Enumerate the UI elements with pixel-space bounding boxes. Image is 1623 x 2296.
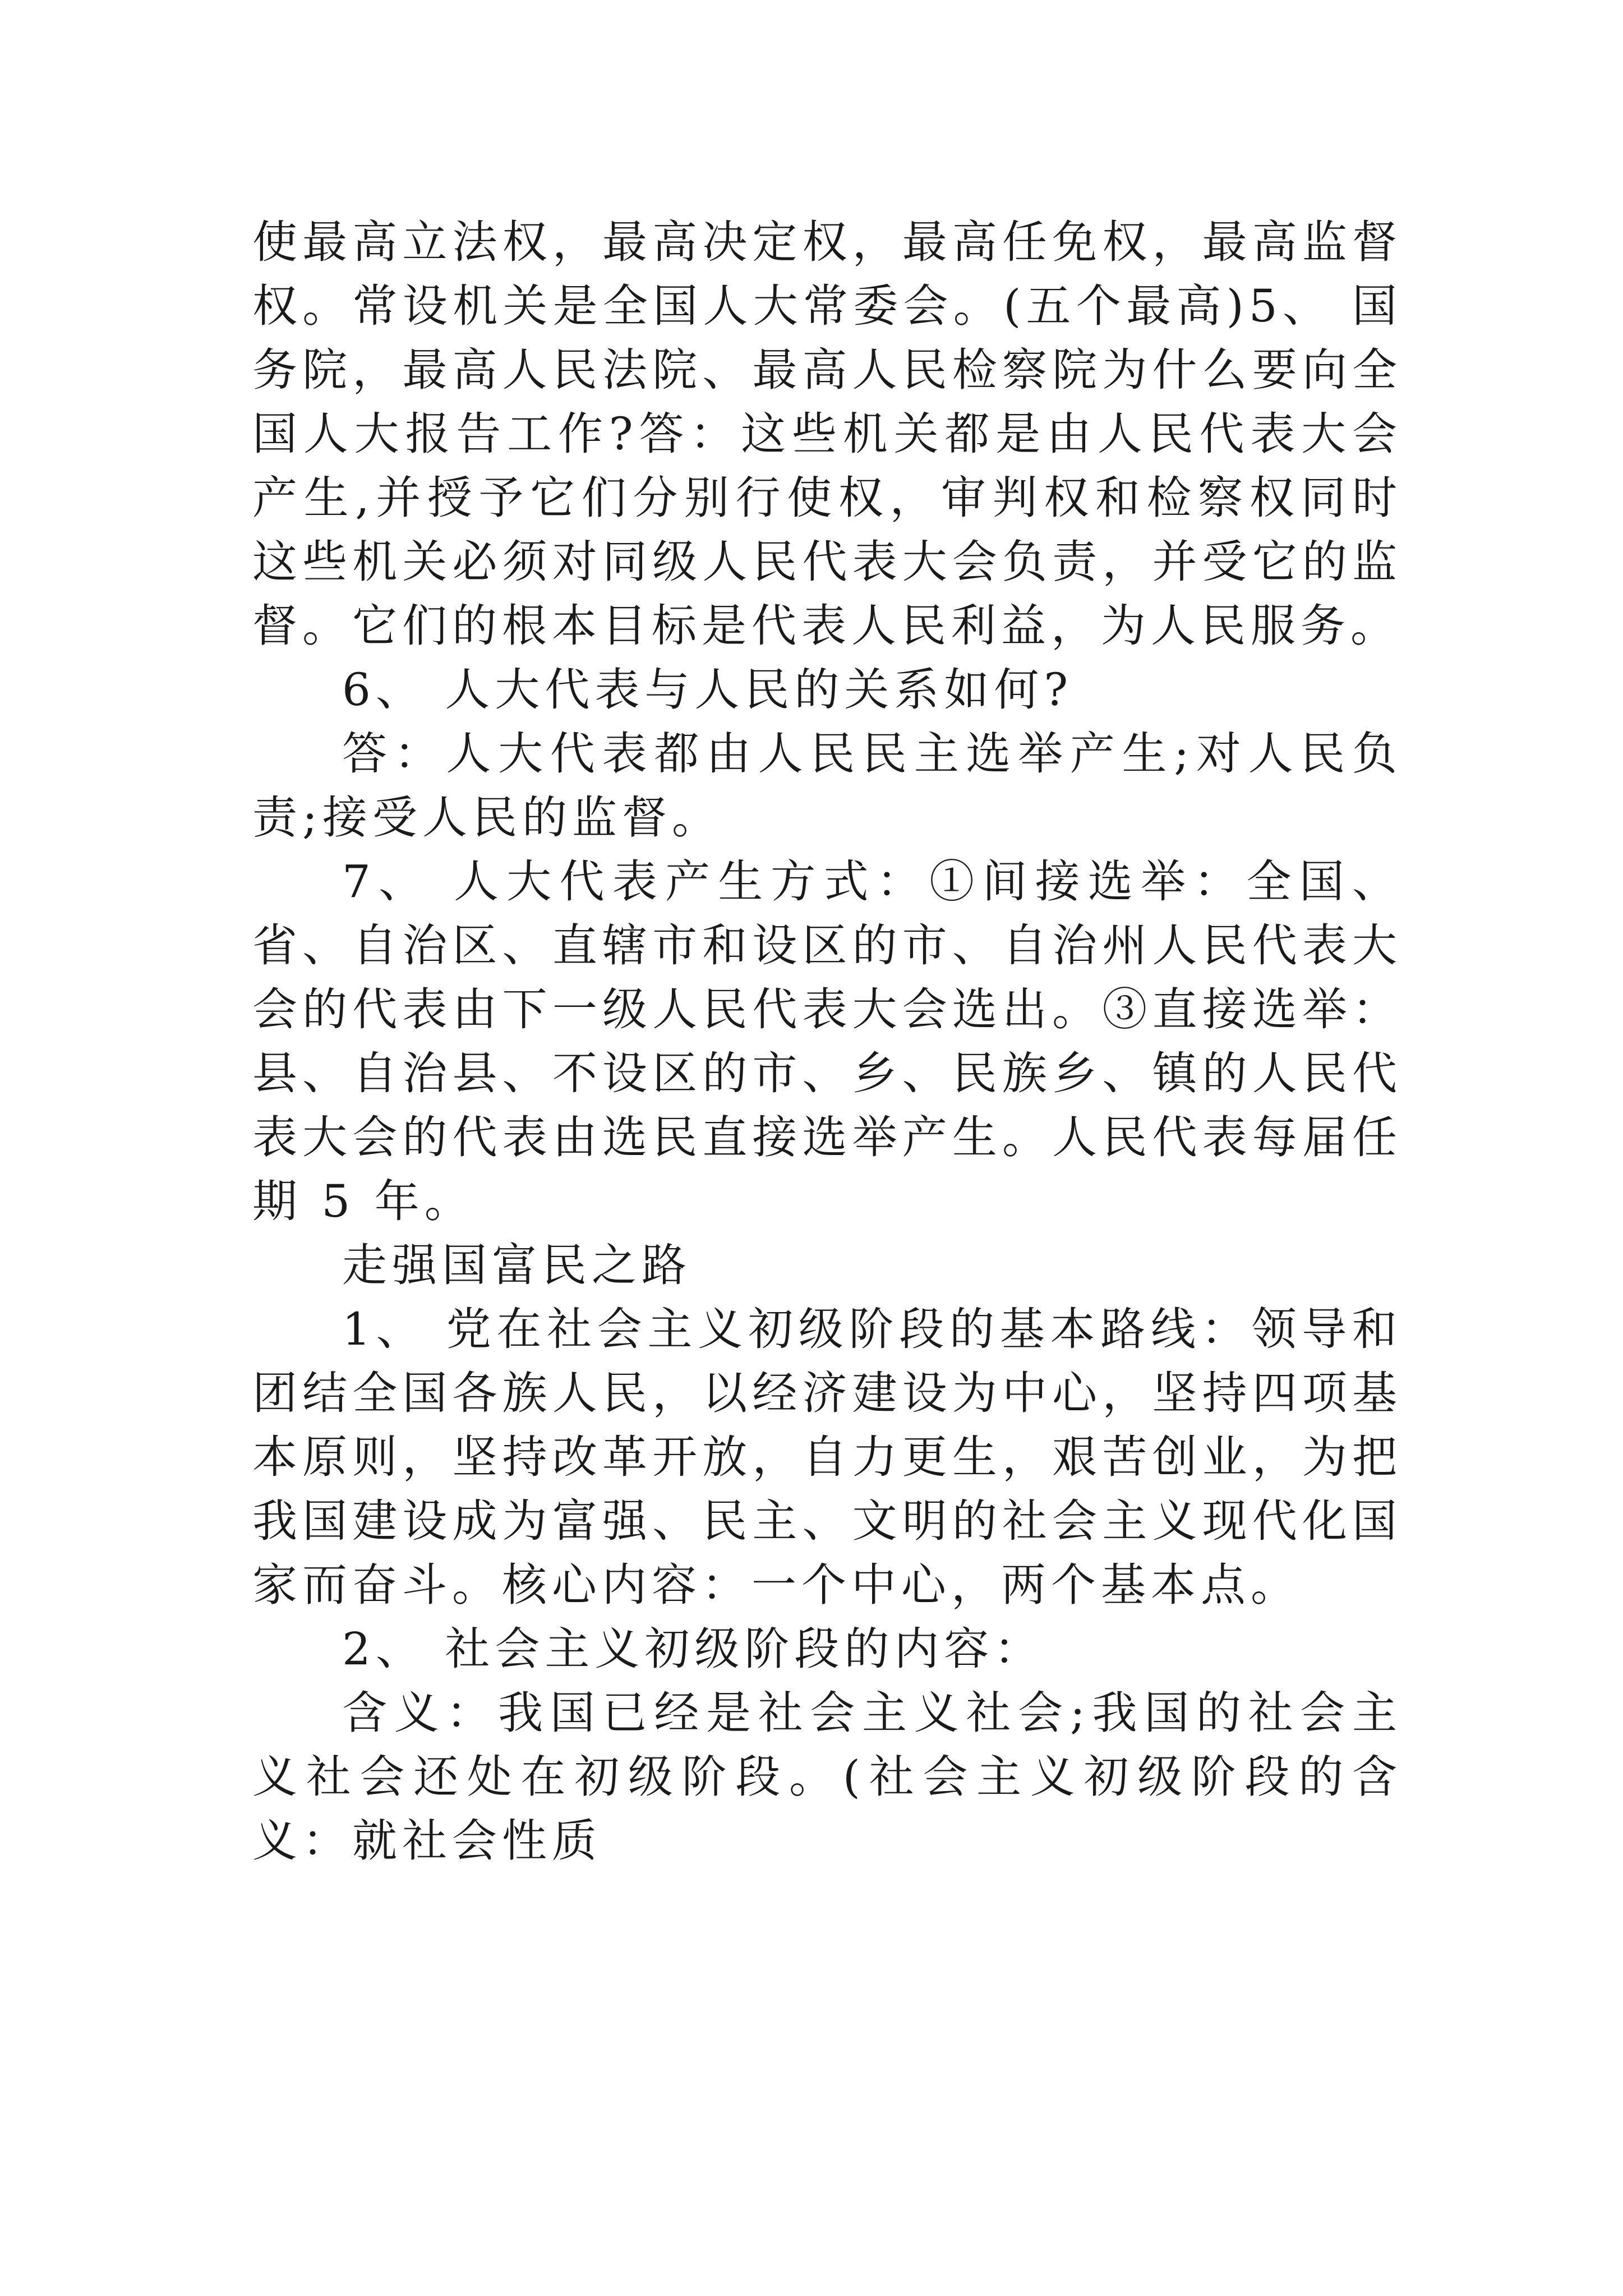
document-body	[252, 210, 1402, 1873]
paragraph-answer-6: 答：人大代表都由人民民主选举产生;对人民负责;接受人民的监督。	[252, 728, 1402, 844]
paragraph-definition: 含义：我国已经是社会主义社会;我国的社会主义社会还处在初级阶段。(社会主义初级阶段的含义：就社会性质	[252, 1687, 1402, 1867]
paragraph-item-2: 2、 社会主义初级阶段的内容：	[342, 1623, 1044, 1675]
paragraph-item-1: 1、 党在社会主义初级阶段的基本路线：领导和团结全国各族人民，以经济建设为中心，坚持四项基本原则，坚持改革开放，自力更生，艰苦创业，为把我国建设成为富强、民主、文明的社会主义现代化国家而奋斗。核心内容：一个中心，两个基本点。	[252, 1303, 1402, 1611]
paragraph-npc-accountability: 使最高立法权，最高决定权，最高任免权，最高监督权。常设机关是全国人大常委会。(五个最高)5、 国务院，最高人民法院、最高人民检察院为什么要向全国人大报告工作?答：这些机关都是由人民代表大会产生,并授予它们分别行使权，审判权和检察权同时这些机关必须对同级人民代表大会负责，并受它的监督。它们的根本目标是代表人民利益，为人民服务。	[252, 216, 1402, 652]
section-heading: 走强国富民之路	[342, 1239, 691, 1291]
paragraph-question-6: 6、 人大代表与人民的关系如何?	[342, 664, 1073, 716]
paragraph-item-7: 7、 人大代表产生方式：①间接选举：全国、省、自治区、直辖市和设区的市、自治州人民代表大会的代表由下一级人民代表大会选出。③直接选举：县、自治县、不设区的市、乡、民族乡、镇的人民代表大会的代表由选民直接选举产生。人民代表每届任期 5 年。	[252, 855, 1402, 1227]
